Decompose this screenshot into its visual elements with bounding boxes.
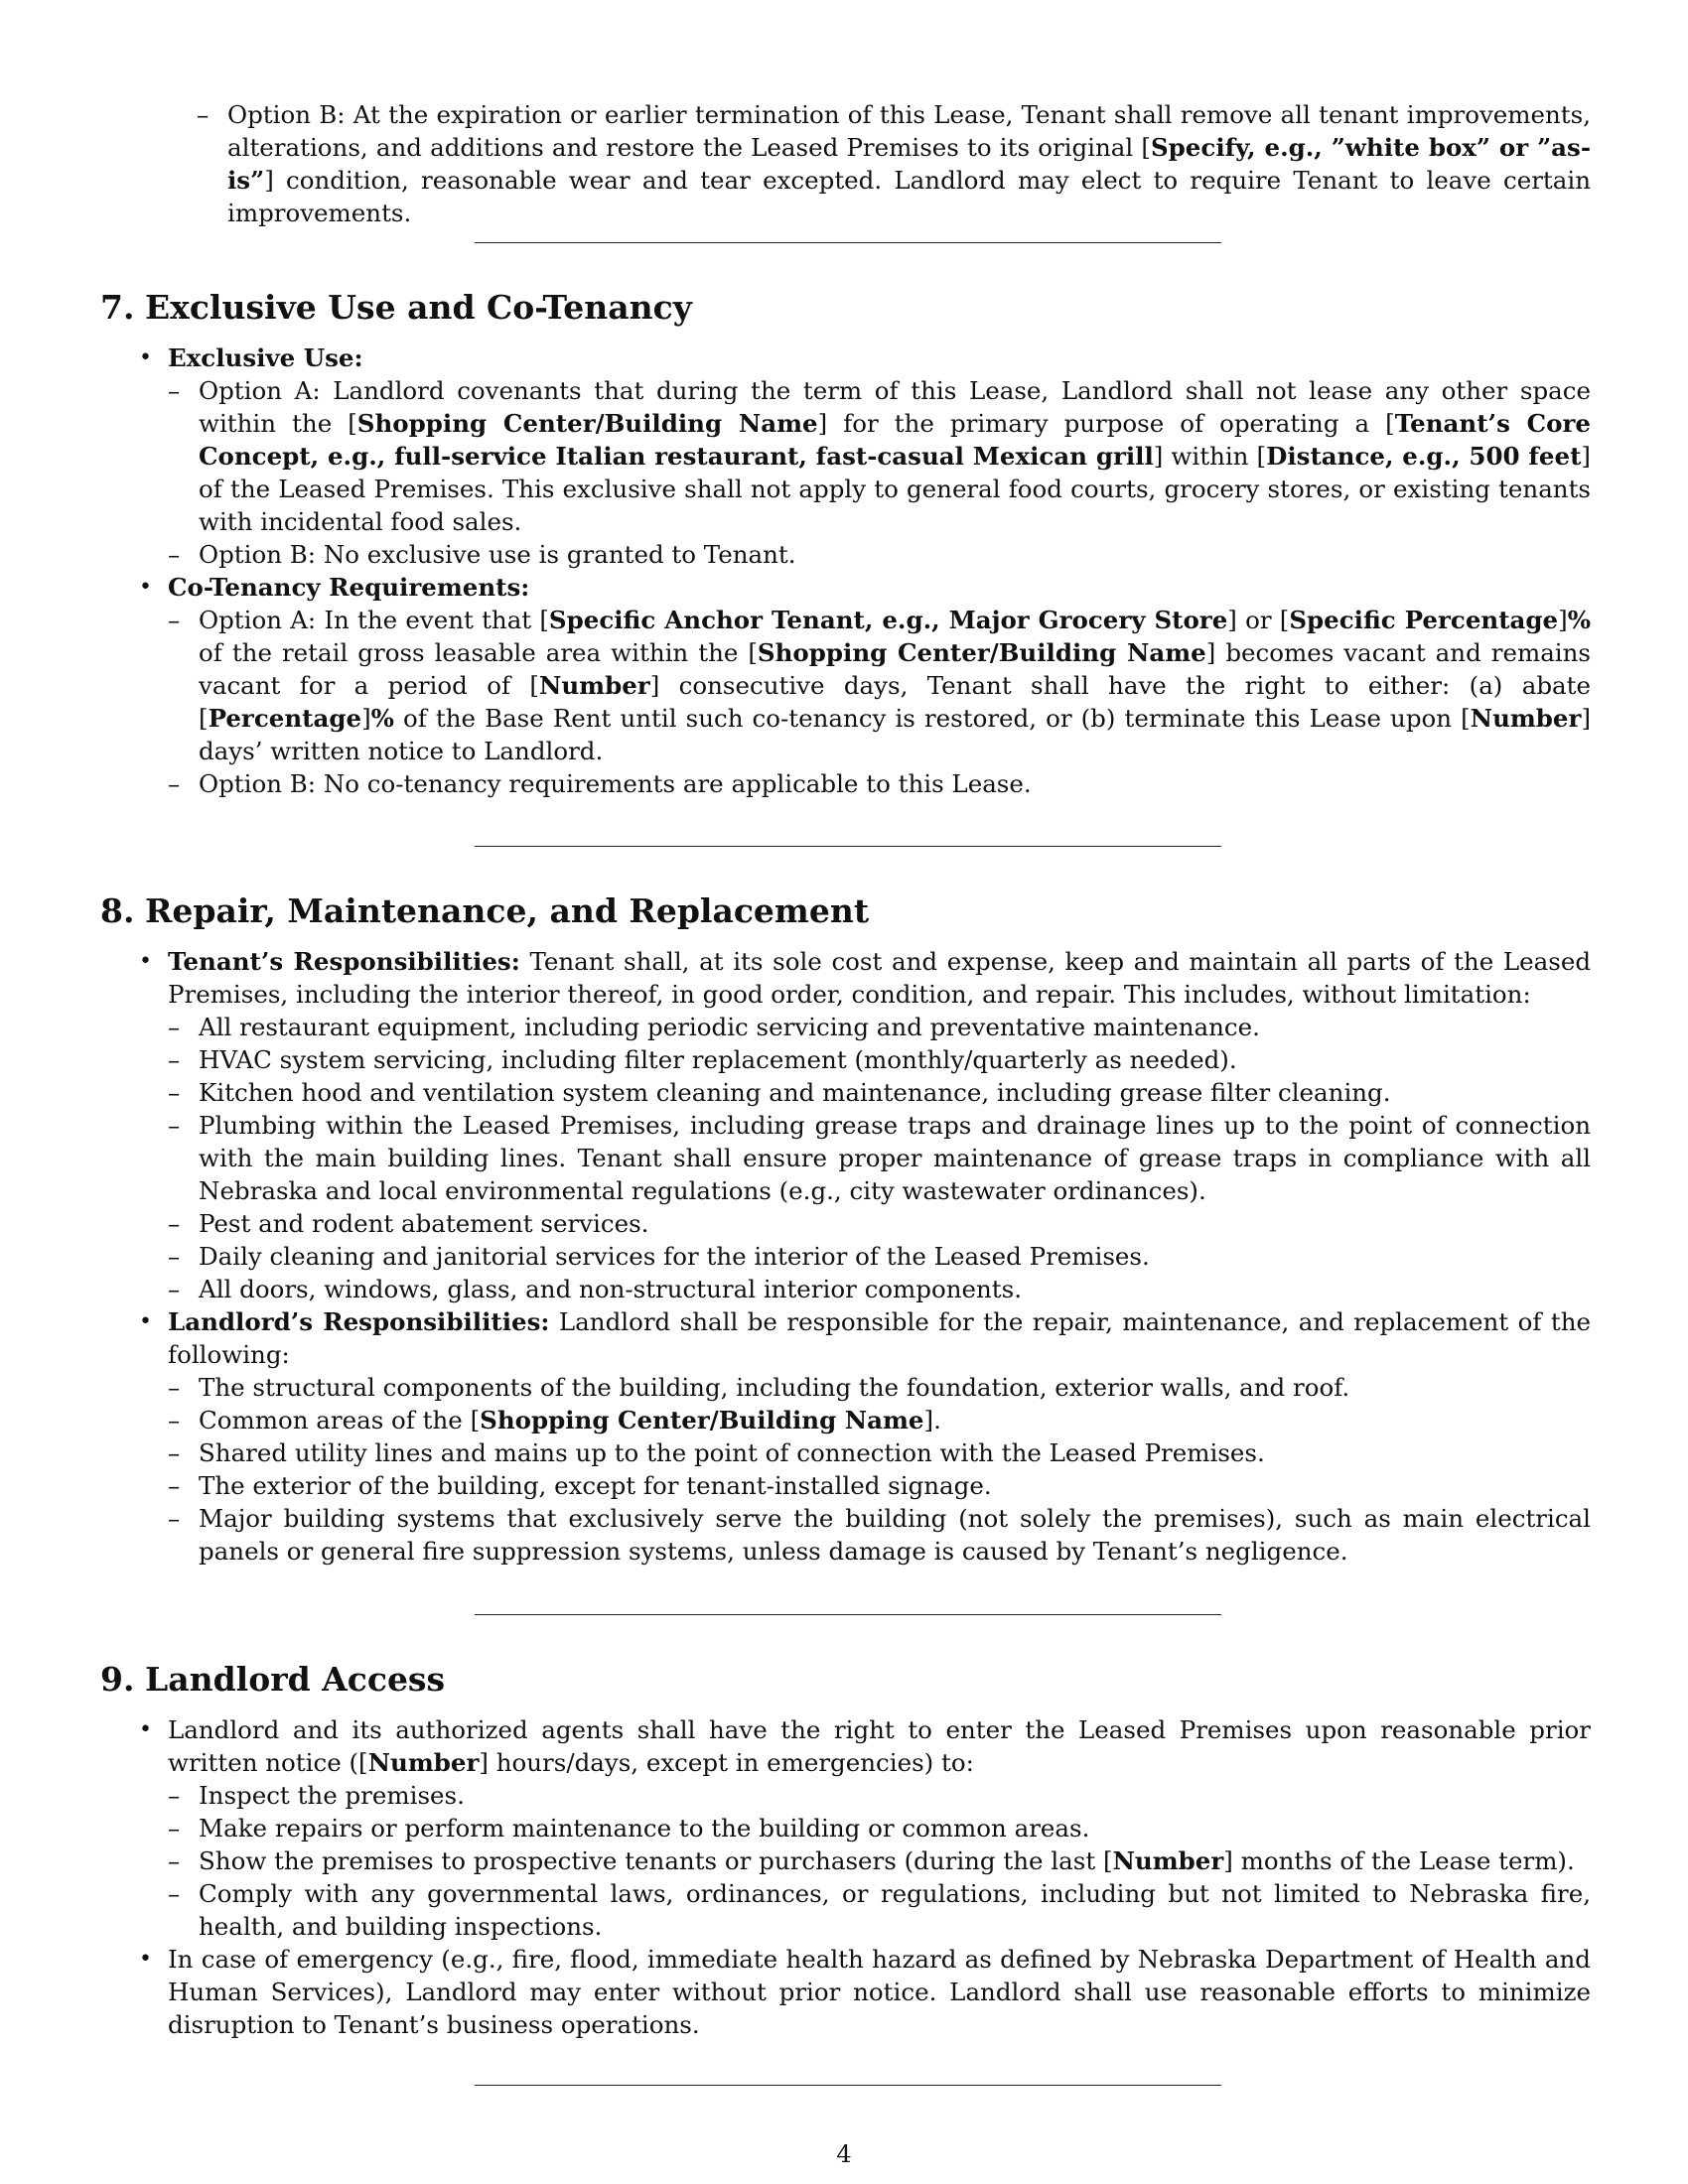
tenant-responsibilities-list: [168, 1011, 1591, 1305]
list-item: – The structural components of the building, including the foundation, exterior walls, and roof.: [168, 1373, 1350, 1402]
list-item: – Inspect the premises.: [168, 1781, 465, 1810]
section-heading-7: 7. Exclusive Use and Co-Tenancy: [100, 288, 692, 327]
top-option-b: [197, 98, 1591, 229]
list-item: – Shared utility lines and mains up to the point of connection with the Leased Premises.: [168, 1438, 1265, 1467]
dash-marker: –: [197, 100, 210, 129]
section-9-body: [139, 1713, 1591, 2041]
page-number: 4: [836, 2140, 852, 2168]
bullet-marker: •: [139, 1309, 152, 1334]
list-item: • Landlord’s Responsibilities: Landlord shall be responsible for the repair, maintenance, and replacement of the following:: [139, 1307, 1592, 1369]
section-divider: [475, 2085, 1221, 2086]
section-heading-9: 9. Landlord Access: [100, 1660, 446, 1699]
section-divider: [475, 846, 1221, 847]
co-tenancy-options: [168, 604, 1591, 800]
list-item: – All restaurant equipment, including periodic servicing and preventative maintenance.: [168, 1013, 1260, 1041]
list-item: • Landlord and its authorized agents shall have the right to enter the Leased Premises upon reasonable prior written notice ([Number] hours/days, except in emergencies) to:: [139, 1715, 1591, 1777]
section-heading-8: 8. Repair, Maintenance, and Replacement: [100, 891, 870, 930]
list-item: – Daily cleaning and janitorial services for the interior of the Leased Premises.: [168, 1242, 1150, 1271]
bullet-marker: •: [139, 949, 152, 974]
list-item: – All doors, windows, glass, and non-structural interior components.: [168, 1275, 1022, 1303]
list-item: – Option B: At the expiration or earlier termination of this Lease, Tenant shall remove all tenant improvements, alterations, and additions and restore the Leased Premises to its original [Specify, e.g., ”white box” or ”as-is”] condition, reasonable wear and tear excepted. Landlord may elect to require Tenant to leave certain improvements.: [197, 100, 1592, 227]
list-item: – The exterior of the building, except for tenant-installed signage.: [168, 1471, 992, 1500]
list-item: – Major building systems that exclusively serve the building (not solely the premises), such as main electrical panels or general fire suppression systems, unless damage is caused by Tenant’s negligence.: [168, 1504, 1591, 1566]
bullet-marker: •: [139, 1947, 152, 1972]
list-item: – Pest and rodent abatement services.: [168, 1209, 649, 1238]
list-item: – Option B: No exclusive use is granted to Tenant.: [168, 540, 796, 569]
bullet-marker: •: [139, 575, 152, 600]
bullet-marker: •: [139, 345, 152, 370]
list-item: – HVAC system servicing, including filter replacement (monthly/quarterly as needed).: [168, 1045, 1237, 1074]
list-item: • Exclusive Use:: [139, 343, 363, 372]
landlord-responsibilities-list: [168, 1371, 1591, 1568]
list-item: • Co-Tenancy Requirements:: [139, 573, 530, 602]
list-item: – Option A: In the event that [Specific Anchor Tenant, e.g., Major Grocery Store] or [Specific Percentage]% of the retail gross leasable area within the [Shopping Center/Building Name] becomes vacant and remains vacant for a period of [Number] consecutive days, Tenant shall have the right to either: (a) abate [Percentage]% of the Base Rent until such co-tenancy is restored, or (b) terminate this Lease upon [Number] days’ written notice to Landlord.: [168, 606, 1591, 765]
list-item: • Tenant’s Responsibilities: Tenant shall, at its sole cost and expense, keep and maintain all parts of the Leased Premises, including the interior thereof, in good order, condition, and repair. This includes, without limitation:: [139, 947, 1591, 1009]
section-8-body: [139, 945, 1591, 1568]
bullet-marker: •: [139, 1717, 152, 1742]
list-item: – Plumbing within the Leased Premises, including grease traps and drainage lines up to the point of connection with the main building lines. Tenant shall ensure proper maintenance of grease traps in compliance with all Nebraska and local environmental regulations (e.g., city wastewater ordinances).: [168, 1111, 1591, 1205]
list-item: – Kitchen hood and ventilation system cleaning and maintenance, including grease filter cleaning.: [168, 1078, 1391, 1107]
section-divider: [475, 242, 1221, 243]
list-item: – Common areas of the [Shopping Center/Building Name].: [168, 1406, 941, 1434]
list-item: • In case of emergency (e.g., fire, flood, immediate health hazard as defined by Nebraska Department of Health and Human Services), Landlord may enter without prior notice. Landlord shall use reasonable efforts to minimize disruption to Tenant’s business operations.: [139, 1945, 1591, 2039]
section-divider: [475, 1614, 1221, 1615]
list-item: – Make repairs or perform maintenance to the building or common areas.: [168, 1814, 1090, 1843]
list-item: – Option B: No co-tenancy requirements are applicable to this Lease.: [168, 769, 1032, 798]
landlord-access-list: [168, 1779, 1591, 1943]
list-item: – Option A: Landlord covenants that during the term of this Lease, Landlord shall not lease any other space within the [Shopping Center/Building Name] for the primary purpose of operating a [Tenant’s Core Concept, e.g., full-service Italian restaurant, fast-casual Mexican grill] within [Distance, e.g., 500 feet] of the Leased Premises. This exclusive shall not apply to general food courts, grocery stores, or existing tenants with incidental food sales.: [168, 376, 1591, 536]
list-item: – Comply with any governmental laws, ordinances, or regulations, including but not limited to Nebraska fire, health, and building inspections.: [168, 1879, 1591, 1941]
list-item: – Show the premises to prospective tenants or purchasers (during the last [Number] months of the Lease term).: [168, 1846, 1575, 1875]
exclusive-use-options: [168, 374, 1591, 571]
section-7-body: [139, 341, 1591, 800]
